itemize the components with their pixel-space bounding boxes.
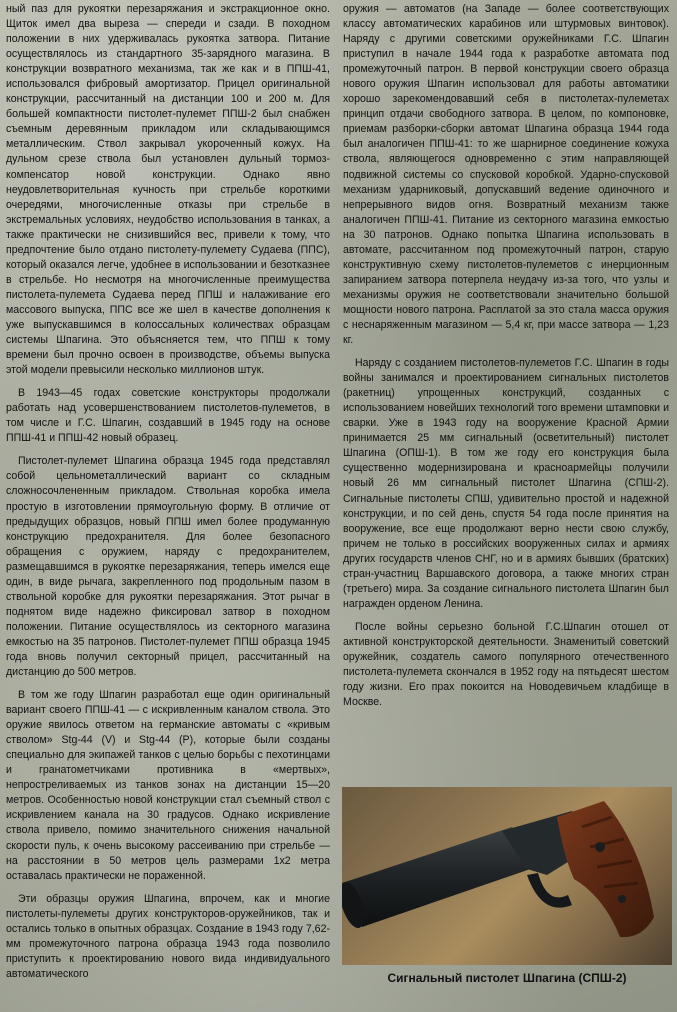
- paragraph: Эти образцы оружия Шпагина, впрочем, как и многие пистолеты-пулеметы других конструкторов-оружейников, так и остались только в опытных образцах. Создание в 1943 году 7,62-мм промежуточного патрона образца 1943 года позволило приступить к проектированию нового вида индивидуального автоматического: [6, 892, 330, 980]
- paragraph: В 1943—45 годах советские конструкторы продолжали работать над усовершенствованием пистолетов-пулеметов, в том числе и Г.С. Шпагин, создавший в 1945 году на основе ППШ-41 и ППШ-42 новый образец.: [6, 387, 330, 445]
- paragraph: Наряду с созданием пистолетов-пулеметов Г.С. Шпагин в годы войны занимался и проектированием сигнальных пистолетов (ракетниц) упрощенных конструкций, созданных с использованием новейших технологий того времени штамповки и сварки. Уже в 1943 году на вооружение Красной Армии принимается 25 мм сигнальный (осветительный) пистолет Шпагина (ОПШ-1). В том же году его конструкция была существенно модернизирована и красноармейцы получили новый 26 мм сигнальный пистолет Шпагина (СПШ-2). Сигнальные пистолеты СПШ, удивительно простой и надежной конструкции, и по сей день, спустя 54 года после принятия на вооружение, все еще продолжают верно нести свою службу, причем не только в российских вооруженных силах и армиях других государств членов СНГ, но и в армиях бывших (братских) стран-участниц Варшавского договора, а также многих стран (третьего) мира. За создание сигнального пистолета Шпагин был награжден орденом Ленина.: [343, 357, 669, 610]
- right-text-column: [343, 2, 669, 742]
- flare-pistol-photo: [342, 787, 672, 965]
- flare-pistol-icon: [342, 787, 672, 965]
- paragraph: Пистолет-пулемет Шпагина образца 1945 года представлял собой цельнометаллический вариант со складным сложносочлененным прикладом. Ствольная коробка имела простую в изготовлении прямоугольную форму. В отличие от предыдущих образцов, новый ППШ имел более продуманную конструкцию предохранителя. Для более безопасного обращения с оружием, наряду с предохранителем, размещавшимся в рукоятке перезаряжания, теперь имелся еще один, в виде рычага, закрепленного под продольным пазом в ствольной коробке для рукоятки перезаряжания. Этот рычаг в поднятом виде надежно фиксировал затвор в походном положении. Питание осуществлялось из секторного магазина емкостью на 35 патронов. Пистолет-пулемет ППШ образца 1945 года вновь получил секторный прицел, рассчитанный на дистанцию до 500 метров.: [6, 455, 330, 679]
- left-text-column: [6, 2, 330, 1007]
- figure-caption: Сигнальный пистолет Шпагина (СПШ-2): [387, 971, 627, 985]
- paragraph: ный паз для рукоятки перезаряжания и экстракционное окно. Щиток имел два выреза — спереди и сзади. В походном положении в них удерживалась рукоятка затвора. Питание осуществлялось из стандартного 35-зарядного магазина. В конструкции возвратного механизма, так же как и в ППШ-41, использовался фибровый амортизатор. Прицел оригинальной конструкции, рассчитанный на дистанции 100 и 200 м. Для большей компактности пистолет-пулемет ППШ-2 был снабжен съемным деревянным прикладом или складывающимся металлическим. Ствол закрывал укороченный кожух. На дульном срезе ствола был установлен дульный тормоз-компенсатор новой конструкции. Однако явно неудовлетворительная кучность при стрельбе короткими очередями, многочисленные отказы при стрельбе в экстремальных условиях, неудобство использования в танках, а также практически не снизившийся вес, привели к тому, что предпочтение было отдано пистолету-пулемету Судаева (ППС), который оказался легче, удобнее в использовании и безотказнее в стрельбе. Но несмотря на многочисленные преимущества пистолета-пулемета Судаева перед ППШ и налаживание его массового выпуска, ППС все же шел в качестве дополнения к уже выпускавшимся в колоссальных количествах образцам системы Шпагина. Это объясняется тем, что ППШ к тому времени был прочно освоен в производстве, объемы выпуска этой модели превысили несколько миллионов штук.: [6, 3, 330, 377]
- paragraph: оружия — автоматов (на Западе — более соответствующих классу автоматических карабинов или штурмовых винтовок). Наряду с другими советскими оружейниками Г.С. Шпагин приступил в начале 1944 года к разработке автомата под промежуточный патрон. В первой конструкции своего образца нового оружия Шпагин использовал для работы автоматики хорошо зарекомендовавший себя в пистолетах-пулеметах принцип отдачи свободного затвора. В целом, по компоновке, приемам разборки-сборки автомат Шпагина образца 1944 года был аналогичен ППШ-41: то же шарнирное соединение кожуха ствола, являющегося одновременно с этим направляющей подвижной системы со спусковой коробкой. Ударно-спусковой механизм ударниковый, допускавший ведение одиночного и непрерывного видов огня. Возвратный механизм также аналогичен ППШ-41. Питание из секторного магазина емкостью на 30 патронов. Однако попытка Шпагина использовать в автомате, рассчитанном под промежуточный патрон, старую конструктивную схему пистолетов-пулеметов с инерционным запиранием затвора потерпела неудачу из-за того, что узлы и механизмы оружия не соответствовали значительно большой мощности нового патрона. Расплатой за это стала масса оружия с неснаряженным магазином — 5,4 кг, при массе затвора — 1,23 кг.: [343, 3, 669, 347]
- paragraph: После войны серьезно больной Г.С.Шпагин отошел от активной конструкторской деятельности. Знаменитый советский оружейник, создатель самого популярного отечественного пистолета-пулемета скончался в 1952 году на пятьдесят шестом году жизни. Его прах покоится на Новодевичьем кладбище в Москве.: [343, 620, 669, 709]
- paragraph: В том же году Шпагин разработал еще один оригинальный вариант своего ППШ-41 — с искривленным каналом ствола. Это оружие явилось ответом на германские автоматы с «кривым стволом» Stg-44 (V) и Stg-44 (P), которые были созданы специально для экипажей танков с целью борьбы с пехотинцами и гранатометчиками противника в «мертвых», непростреливаемых из танков зонах на дистанции 15—20 метров. Особенностью новой конструкции стал съемный ствол с искривлением канала на 30 градусов. Однако искривление ствола привело, помимо значительного снижения начальной скорости пуль, к очень высокому рассеиванию при стрельбе — на расстоянии в 50 метров цель размерами 1х2 метра оставалась практически не пораженной.: [6, 689, 330, 882]
